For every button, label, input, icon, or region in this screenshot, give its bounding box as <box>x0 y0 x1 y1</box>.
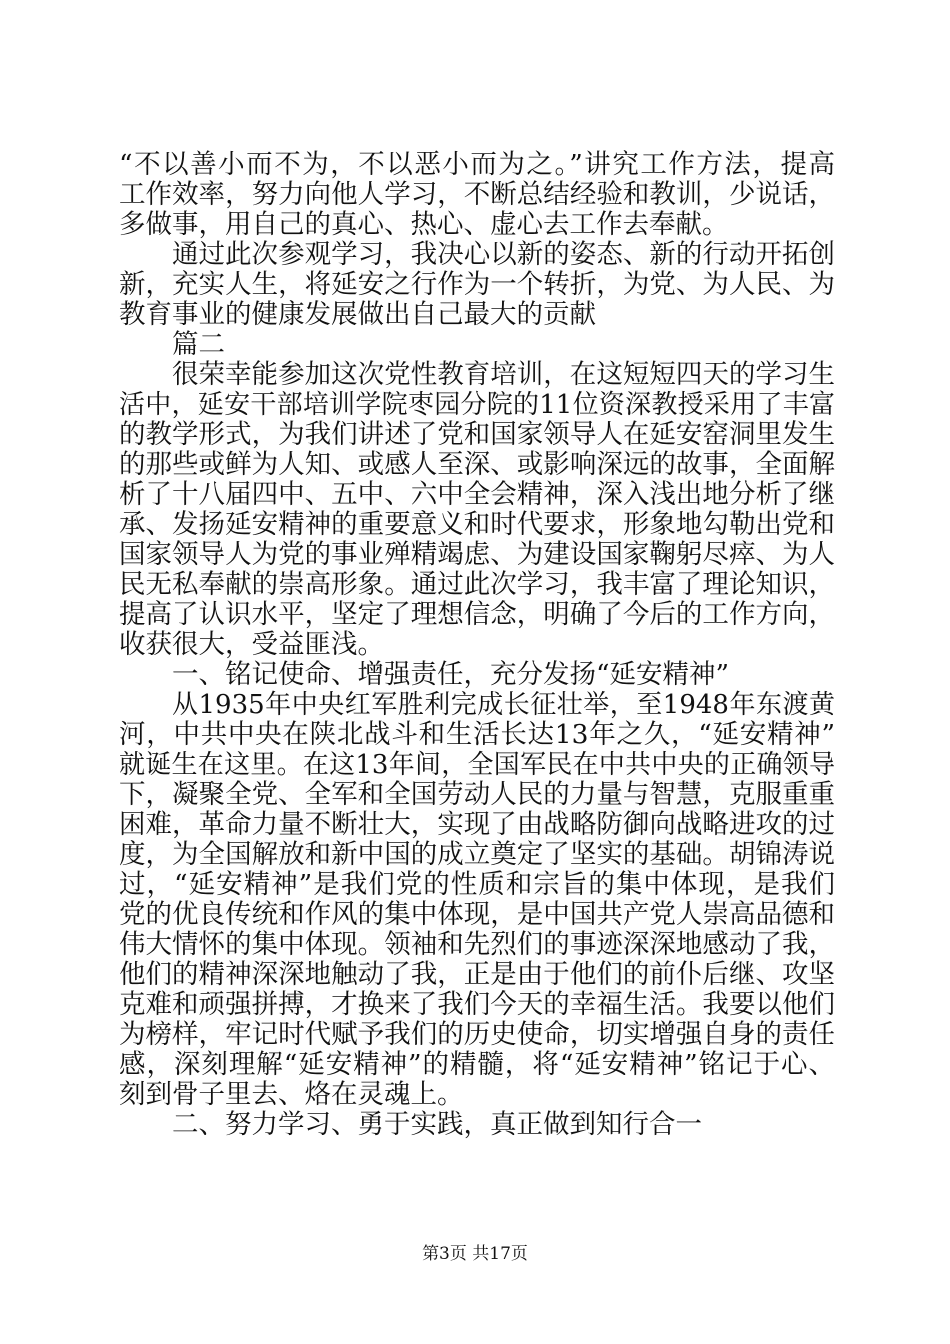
text-line: 的那些或鲜为人知、或感人至深、或影响深远的故事，全面解 <box>119 449 835 480</box>
text-line: 教育事业的健康发展做出自己最大的贡献 <box>119 299 596 330</box>
text-line: 提高了认识水平，坚定了理想信念，明确了今后的工作方向， <box>119 599 835 630</box>
text-line: 为榜样，牢记时代赋予我们的历史使命，切实增强自身的责任 <box>119 1019 835 1050</box>
page-number-footer: 第3页 共17页 <box>422 1244 528 1264</box>
text-line: 过，“延安精神”是我们党的性质和宗旨的集中体现，是我们 <box>119 869 835 900</box>
text-line: 析了十八届四中、五中、六中全会精神，深入浅出地分析了继 <box>119 479 835 510</box>
text-line: 活中，延安干部培训学院枣园分院的11位资深教授采用了丰富 <box>119 390 835 420</box>
text-line: 国家领导人为党的事业殚精竭虑、为建设国家鞠躬尽瘁、为人 <box>119 539 835 570</box>
text-line: 就诞生在这里。在这13年间，全国军民在中共中央的正确领导 <box>119 750 835 780</box>
text-line: 一、铭记使命、增强责任，充分发扬“延安精神” <box>172 659 730 690</box>
text-line: 河，中共中央在陕北战斗和生活长达13年之久，“延安精神” <box>119 719 835 750</box>
text-line: 刻到骨子里去、烙在灵魂上。 <box>119 1079 464 1110</box>
text-line: 感，深刻理解“延安精神”的精髓，将“延安精神”铭记于心、 <box>119 1049 835 1080</box>
text-line: 多做事，用自己的真心、热心、虚心去工作去奉献。 <box>119 209 729 240</box>
text-line: 困难，革命力量不断壮大，实现了由战略防御向战略进攻的过 <box>119 809 835 840</box>
text-line: 党的优良传统和作风的集中体现，是中国共产党人崇高品德和 <box>119 899 835 930</box>
text-line: 下，凝聚全党、全军和全国劳动人民的力量与智慧，克服重重 <box>119 779 835 810</box>
text-line: 篇二 <box>172 329 225 360</box>
text-line: 很荣幸能参加这次党性教育培训，在这短短四天的学习生 <box>172 359 835 390</box>
text-line: 二、努力学习、勇于实践，真正做到知行合一 <box>172 1109 702 1140</box>
text-line: 新，充实人生，将延安之行作为一个转折，为党、为人民、为 <box>119 269 835 300</box>
text-line: 通过此次参观学习，我决心以新的姿态、新的行动开拓创 <box>172 239 835 270</box>
text-line: 收获很大，受益匪浅。 <box>119 629 384 660</box>
text-line: 的教学形式，为我们讲述了党和国家领导人在延安窑洞里发生 <box>119 419 835 450</box>
text-line: 度，为全国解放和新中国的成立奠定了坚实的基础。胡锦涛说 <box>119 839 835 870</box>
text-line: 他们的精神深深地触动了我，正是由于他们的前仆后继、攻坚 <box>119 959 835 990</box>
text-line: 承、发扬延安精神的重要意义和时代要求，形象地勾勒出党和 <box>119 509 835 540</box>
text-line: 从1935年中央红军胜利完成长征壮举，至1948年东渡黄 <box>172 690 835 720</box>
document-body <box>119 150 835 1140</box>
text-line: 伟大情怀的集中体现。领袖和先烈们的事迹深深地感动了我， <box>119 929 835 960</box>
text-line: 克难和顽强拼搏，才换来了我们今天的幸福生活。我要以他们 <box>119 989 835 1020</box>
text-line: “不以善小而不为，不以恶小而为之。”讲究工作方法，提高 <box>119 149 835 180</box>
text-line: 工作效率，努力向他人学习，不断总结经验和教训，少说话， <box>119 179 835 210</box>
text-line: 民无私奉献的崇高形象。通过此次学习，我丰富了理论知识， <box>119 569 835 600</box>
